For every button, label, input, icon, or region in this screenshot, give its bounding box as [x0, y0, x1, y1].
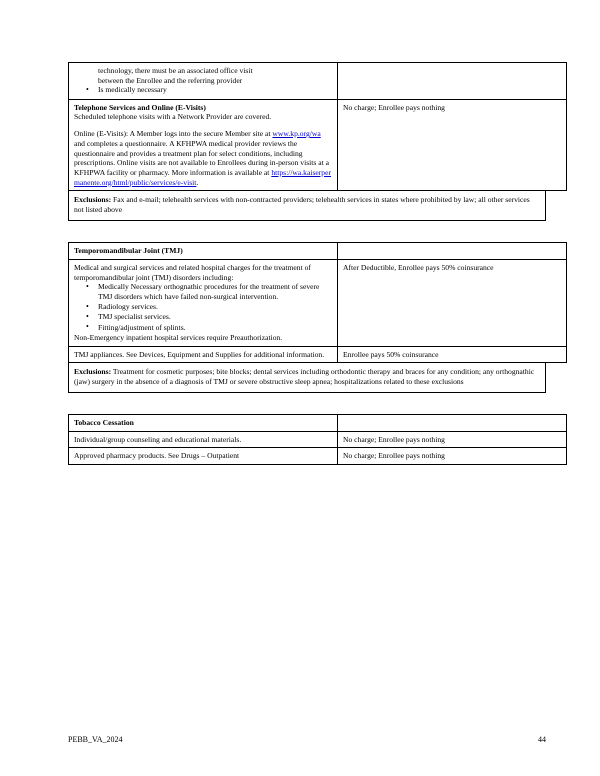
- exclusions-label: Exclusions:: [74, 195, 112, 205]
- telephone-services-cost: No charge; Enrollee pays nothing: [338, 99, 567, 191]
- exclusions-text: Fax and e-mail; telehealth services with non-contracted providers; telehealth services in states where prohibited by law; all other services not listed above: [74, 195, 530, 215]
- tobacco-heading-cell: [69, 415, 338, 432]
- tobacco-heading: Tobacco Cessation: [74, 418, 134, 428]
- table-gap: [68, 221, 546, 242]
- tobacco-heading-cell-right: [338, 415, 567, 432]
- continued-bullets: [74, 85, 332, 95]
- tmj-heading: Temporomandibular Joint (TMJ): [74, 246, 183, 256]
- list-item: • Is medically necessary: [86, 85, 332, 95]
- tmj-table: [68, 242, 567, 363]
- page-content: [68, 62, 546, 465]
- telehealth-table: [68, 62, 567, 191]
- exclusions-label: Exclusions:: [74, 367, 112, 377]
- table-row: [69, 415, 567, 432]
- tobacco-counseling-cell: Individual/group counseling and educational materials.: [69, 431, 338, 448]
- telephone-services-intro: Scheduled telephone visits with a Network Provider are covered.: [74, 112, 272, 122]
- footer-page-number: 44: [538, 735, 546, 744]
- page-footer: [68, 735, 546, 744]
- table-row: [69, 431, 567, 448]
- telephone-services-body: [74, 129, 332, 187]
- evisit-text-2: and completes a questionnaire. A KFHPWA medical provider reviews the questionnaire and provides a treatment plan for select conditions, including prescriptions. Online visits are not available to Enrollees during in-person visits at a KFHPWA facility or pharmacy. More information is available at: [74, 138, 329, 177]
- telehealth-exclusions: [68, 191, 546, 221]
- table-row: [69, 63, 567, 100]
- tobacco-pharmacy-cell: Approved pharmacy products. See Drugs – Outpatient: [69, 448, 338, 465]
- evisit-info-link[interactable]: https://wa.kaiserpermanente.org/html/public/services/e-visit: [74, 167, 332, 187]
- list-item: • Medically Necessary orthognathic procedures for the treatment of severe TMJ disorders which have failed non-surgical intervention.: [86, 282, 332, 301]
- continued-cell-left: [69, 63, 338, 100]
- tmj-intro: Medical and surgical services and related hospital charges for the treatment of temporomandibular joint (TMJ) disorders including:: [74, 262, 311, 282]
- evisit-text-3: .: [196, 177, 199, 187]
- telephone-services-heading: Telephone Services and Online (E-Visits): [74, 102, 206, 112]
- table-row: [69, 99, 567, 191]
- tmj-exclusions: [68, 363, 546, 393]
- tmj-preauth-note: Non-Emergency inpatient hospital services require Preauthorization.: [74, 332, 283, 342]
- table-row: [69, 259, 567, 346]
- table-row: [69, 243, 567, 260]
- tobacco-counseling-cost: No charge; Enrollee pays nothing: [338, 431, 567, 448]
- footer-doc-id: PEBB_VA_2024: [68, 735, 123, 744]
- tmj-appliances-cell: TMJ appliances. See Devices, Equipment and Supplies for additional information.: [69, 346, 338, 363]
- tmj-heading-cell: [69, 243, 338, 260]
- kp-org-link[interactable]: www.kp.org/wa: [272, 129, 321, 139]
- list-item: • TMJ specialist services.: [86, 312, 332, 322]
- table-row: [69, 448, 567, 465]
- tmj-services-cost: After Deductible, Enrollee pays 50% coinsurance: [338, 259, 567, 346]
- exclusions-text: Treatment for cosmetic purposes; bite blocks; dental services including orthodontic therapy and braces for any condition; any orthognathic (jaw) surgery in the absence of a diagnosis of TMJ or severe obstructive sleep apnea; hospitalizations related to these exclusions: [74, 367, 535, 387]
- tmj-appliances-cost: Enrollee pays 50% coinsurance: [338, 346, 567, 363]
- list-item: • Radiology services.: [86, 302, 332, 312]
- tmj-bullets: [74, 282, 332, 332]
- tmj-heading-cell-right: [338, 243, 567, 260]
- continued-line-1: technology, there must be an associated office visit: [98, 66, 253, 75]
- table-row: [69, 346, 567, 363]
- telephone-services-cell: [69, 99, 338, 191]
- continued-cell-right: [338, 63, 567, 100]
- evisit-text-1: Online (E-Visits): A Member logs into the secure Member site at: [74, 129, 273, 139]
- tobacco-pharmacy-cost: No charge; Enrollee pays nothing: [338, 448, 567, 465]
- tmj-services-cell: [69, 259, 338, 346]
- table-gap: [68, 393, 546, 414]
- continued-line-2: between the Enrollee and the referring provider: [98, 75, 243, 85]
- tobacco-cessation-table: [68, 414, 567, 465]
- list-item: • Fitting/adjustment of splints.: [86, 323, 332, 333]
